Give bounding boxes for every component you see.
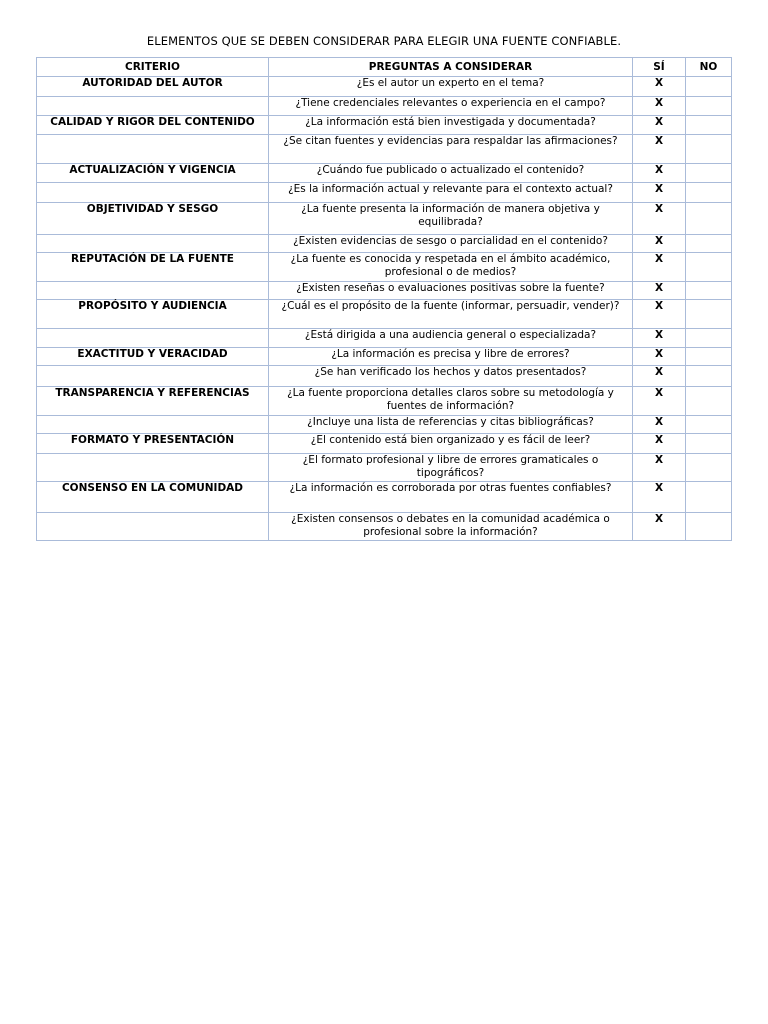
table-row xyxy=(37,387,732,416)
criterio-cell xyxy=(37,135,269,164)
table-row xyxy=(37,164,732,183)
si-cell: X xyxy=(633,348,686,366)
no-cell xyxy=(686,387,732,416)
pregunta-cell: ¿La información está bien investigada y documentada? xyxy=(269,116,633,135)
table-row xyxy=(37,253,732,282)
no-cell xyxy=(686,282,732,300)
table-row xyxy=(37,366,732,387)
pregunta-cell: ¿Cuándo fue publicado o actualizado el contenido? xyxy=(269,164,633,183)
criterio-cell: OBJETIVIDAD Y SESGO xyxy=(37,203,269,235)
no-cell xyxy=(686,235,732,253)
criterio-cell: CONSENSO EN LA COMUNIDAD xyxy=(37,482,269,513)
si-cell: X xyxy=(633,300,686,329)
criterio-cell xyxy=(37,366,269,387)
criterio-cell: ACTUALIZACIÓN Y VIGENCIA xyxy=(37,164,269,183)
criterio-cell: FORMATO Y PRESENTACIÓN xyxy=(37,434,269,454)
no-cell xyxy=(686,183,732,203)
criterio-cell: TRANSPARENCIA Y REFERENCIAS xyxy=(37,387,269,416)
si-cell: X xyxy=(633,513,686,541)
pregunta-cell: ¿La fuente proporciona detalles claros sobre su metodología y fuentes de información? xyxy=(269,387,633,416)
table-row xyxy=(37,77,732,97)
header-criterio: CRITERIO xyxy=(37,58,269,77)
pregunta-cell: ¿Es el autor un experto en el tema? xyxy=(269,77,633,97)
pregunta-cell: ¿La información es precisa y libre de errores? xyxy=(269,348,633,366)
si-cell: X xyxy=(633,77,686,97)
header-si: SÍ xyxy=(633,58,686,77)
no-cell xyxy=(686,164,732,183)
table-row xyxy=(37,116,732,135)
no-cell xyxy=(686,135,732,164)
pregunta-cell: ¿Está dirigida a una audiencia general o especializada? xyxy=(269,329,633,348)
pregunta-cell: ¿La fuente es conocida y respetada en el ámbito académico, profesional o de medios? xyxy=(269,253,633,282)
document-title: ELEMENTOS QUE SE DEBEN CONSIDERAR PARA ELEGIR UNA FUENTE CONFIABLE. xyxy=(146,34,622,48)
table-row xyxy=(37,135,732,164)
si-cell: X xyxy=(633,329,686,348)
no-cell xyxy=(686,454,732,482)
pregunta-cell: ¿Existen reseñas o evaluaciones positivas sobre la fuente? xyxy=(269,282,633,300)
pregunta-cell: ¿Es la información actual y relevante para el contexto actual? xyxy=(269,183,633,203)
criterio-cell xyxy=(37,97,269,116)
table-row xyxy=(37,482,732,513)
criterio-cell xyxy=(37,454,269,482)
pregunta-cell: ¿La fuente presenta la información de manera objetiva y equilibrada? xyxy=(269,203,633,235)
pregunta-cell: ¿El contenido está bien organizado y es fácil de leer? xyxy=(269,434,633,454)
table-row xyxy=(37,203,732,235)
table-row xyxy=(37,97,732,116)
criterio-cell: PROPÓSITO Y AUDIENCIA xyxy=(37,300,269,329)
table-body xyxy=(37,77,732,541)
si-cell: X xyxy=(633,253,686,282)
table-row xyxy=(37,183,732,203)
si-cell: X xyxy=(633,434,686,454)
no-cell xyxy=(686,203,732,235)
criterio-cell xyxy=(37,282,269,300)
si-cell: X xyxy=(633,235,686,253)
table-row xyxy=(37,416,732,434)
criterio-cell: REPUTACIÓN DE LA FUENTE xyxy=(37,253,269,282)
table-row xyxy=(37,434,732,454)
criterio-cell xyxy=(37,183,269,203)
criterio-cell xyxy=(37,235,269,253)
table-row xyxy=(37,513,732,541)
si-cell: X xyxy=(633,366,686,387)
criterio-cell xyxy=(37,513,269,541)
no-cell xyxy=(686,434,732,454)
pregunta-cell: ¿Existen evidencias de sesgo o parcialidad en el contenido? xyxy=(269,235,633,253)
table-row xyxy=(37,300,732,329)
si-cell: X xyxy=(633,116,686,135)
header-no: NO xyxy=(686,58,732,77)
criterio-cell: AUTORIDAD DEL AUTOR xyxy=(37,77,269,97)
pregunta-cell: ¿Se han verificado los hechos y datos presentados? xyxy=(269,366,633,387)
si-cell: X xyxy=(633,203,686,235)
si-cell: X xyxy=(633,135,686,164)
si-cell: X xyxy=(633,454,686,482)
si-cell: X xyxy=(633,97,686,116)
no-cell xyxy=(686,253,732,282)
criterio-cell: CALIDAD Y RIGOR DEL CONTENIDO xyxy=(37,116,269,135)
no-cell xyxy=(686,366,732,387)
table-row xyxy=(37,235,732,253)
no-cell xyxy=(686,329,732,348)
criteria-table xyxy=(36,57,732,541)
no-cell xyxy=(686,482,732,513)
si-cell: X xyxy=(633,416,686,434)
pregunta-cell: ¿El formato profesional y libre de errores gramaticales o tipográficos? xyxy=(269,454,633,482)
si-cell: X xyxy=(633,482,686,513)
no-cell xyxy=(686,348,732,366)
criterio-cell xyxy=(37,416,269,434)
no-cell xyxy=(686,513,732,541)
criterio-cell: EXACTITUD Y VERACIDAD xyxy=(37,348,269,366)
no-cell xyxy=(686,116,732,135)
si-cell: X xyxy=(633,282,686,300)
table-row xyxy=(37,329,732,348)
pregunta-cell: ¿Cuál es el propósito de la fuente (informar, persuadir, vender)? xyxy=(269,300,633,329)
table-header-row xyxy=(37,58,732,77)
no-cell xyxy=(686,416,732,434)
no-cell xyxy=(686,300,732,329)
header-preguntas: PREGUNTAS A CONSIDERAR xyxy=(269,58,633,77)
table-row xyxy=(37,454,732,482)
table-row xyxy=(37,348,732,366)
si-cell: X xyxy=(633,387,686,416)
pregunta-cell: ¿Incluye una lista de referencias y citas bibliográficas? xyxy=(269,416,633,434)
table-row xyxy=(37,282,732,300)
no-cell xyxy=(686,97,732,116)
pregunta-cell: ¿Se citan fuentes y evidencias para respaldar las afirmaciones? xyxy=(269,135,633,164)
criterio-cell xyxy=(37,329,269,348)
si-cell: X xyxy=(633,183,686,203)
pregunta-cell: ¿La información es corroborada por otras fuentes confiables? xyxy=(269,482,633,513)
pregunta-cell: ¿Existen consensos o debates en la comunidad académica o profesional sobre la información? xyxy=(269,513,633,541)
si-cell: X xyxy=(633,164,686,183)
no-cell xyxy=(686,77,732,97)
pregunta-cell: ¿Tiene credenciales relevantes o experiencia en el campo? xyxy=(269,97,633,116)
